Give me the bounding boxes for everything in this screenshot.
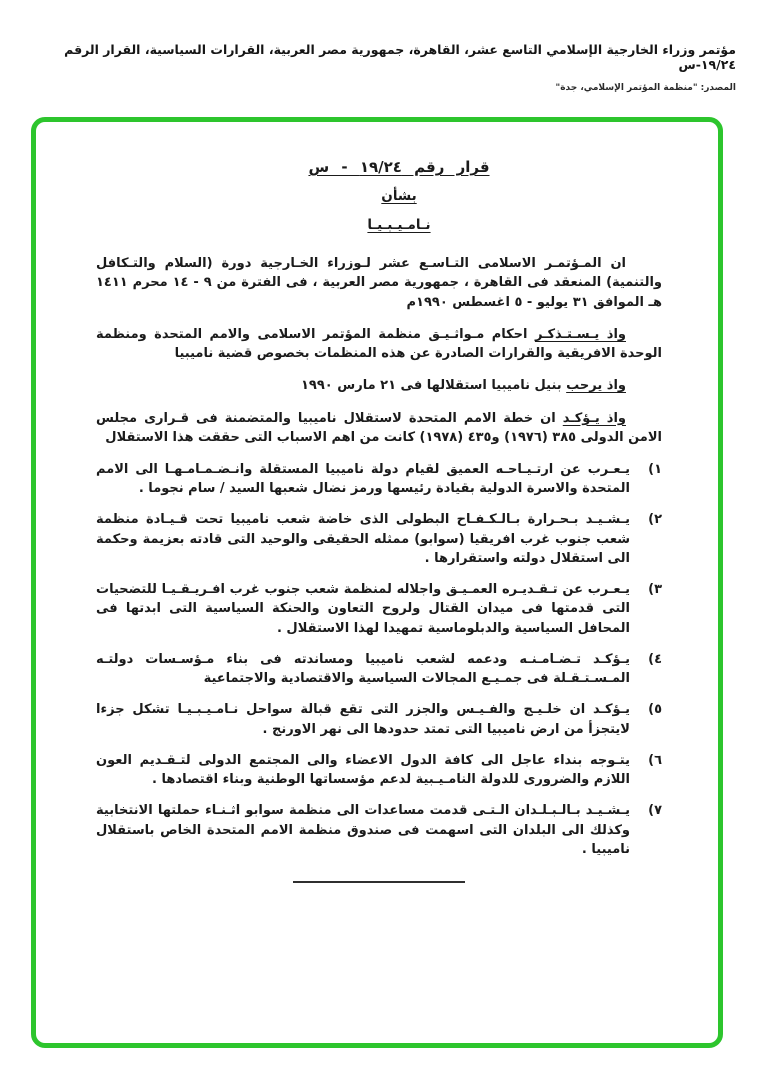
item-number: ٣) (648, 582, 662, 598)
item-text: يـعـرب عن ارتـيـاحـه العميق لقيام دولة ناميبيا المستقلة وانـضـمـامـهـا الى الامم المتحدة والاسرة الدولية بقيادة رئيسها ورمز نضال شعبها السيد / سام نجوما . (96, 462, 630, 497)
preamble-paragraph (96, 376, 662, 395)
scan-frame (31, 117, 723, 1048)
list-item (96, 751, 662, 789)
list-item (96, 801, 662, 859)
item-number: ٧) (648, 803, 662, 819)
item-text: يـؤكـد ان خلـيـج والفـيـس والجزر التى تقع قبالة سواحل نـامـيـبـيـا تشكل جزءا لايتجزأ من ارض ناميبيا التى تمتد حدودها الى نهر الاورنج . (96, 702, 630, 737)
catalog-header (22, 42, 736, 93)
preamble-paragraph (96, 325, 662, 363)
resolution-regarding: بشأن (381, 188, 417, 205)
preamble-text: ان المـؤتمـر الاسلامى التـاسـع عشر لـوزراء الخـارجية دورة (السلام والتـكافل والتنمية) المنعقد فى القاهرة ، جمهورية مصر العربية ، فى الفترة من ٩ - ١٤ محرم ١٤١١ هـ الموافق ٣١ يوليو - ٥ اغسطس ١٩٩٠م (96, 256, 662, 310)
item-text: يـؤكـد تـضـامـنـه ودعمه لشعب ناميبيا ومساندته فى بناء مـؤسـسات دولتـه المـسـتـقـلة فى جمـيـع المجالات السياسية والاقتصادية والاجتماعية (96, 651, 630, 687)
item-text: يتـوجه بنداء عاجل الى كافة الدول الاعضاء والى المجتمع الدولى لتـقـديم العون اللازم والضرورى للدولة النامـيـبية لدعم مؤسساتها الوطنية وبناء اقتصادها . (96, 752, 630, 788)
item-text: يـشـيـد بـالـبـلـدان الـتـى قدمت مساعدات الى منظمة سوابو اثـنـاء حملتها الانتخابية وكذلك الى البلدان التى اسهمت فى صندوق منظمة الامم المتحدة الخاص باستقلال ناميبيا . (96, 803, 630, 857)
item-number: ١) (648, 462, 662, 477)
preamble-lead: واذ يـسـتـذكـر (534, 326, 626, 342)
list-item (96, 460, 662, 498)
catalog-title: مؤتمر وزراء الخارجية الإسلامي التاسع عشر، القاهرة، جمهورية مصر العربية، القرارات السياسية، القرار الرقم ١٩/٢٤-س (64, 42, 736, 72)
preamble-paragraph (96, 254, 662, 312)
preamble-text: احكام مـواثـيـق منظمة المؤتمر الاسلامى والامم المتحدة ومنظمة الوحدة الافريقية والقرارات الصادرة عن هذه المنظمات بخصوص قضية ناميبيا (96, 326, 662, 362)
list-item (96, 510, 662, 568)
preamble-text: بنيل ناميبيا استقلالها فى ٢١ مارس ١٩٩٠ (301, 378, 567, 394)
resolution-document (36, 122, 718, 1043)
resolution-subject: نـامـيـبـيـا (367, 217, 431, 234)
item-number: ٦) (648, 752, 662, 768)
preamble-text: ان خطة الامم المتحدة لاستقلال ناميبيا والمتضمنة فى قـرارى مجلس الامن الدولى ٣٨٥ (١٩٧٦) و٤٣٥ (١٩٧٨) كانت من اهم الاسباب التى حققت هذا الاستقلال (96, 410, 662, 445)
item-number: ٤) (648, 651, 662, 667)
item-number: ٥) (648, 702, 662, 718)
list-item (96, 700, 662, 738)
item-number: ٢) (648, 512, 662, 528)
item-text: يـعـرب عن تـقـديـره العمـيـق واجلاله لمنظمة شعب جنوب غرب افـريـقـيـا للتضحيات التى قدمتها فى ميدان القتال ولروح التعاون والحنكة السياسية التى ابدتها فى المحافل السياسية والدبلوماسية تمهيدا لهذا الاستقلال . (96, 582, 630, 636)
list-item (96, 580, 662, 638)
title-block (136, 156, 662, 236)
preamble-lead: واذ يـؤكـد (562, 410, 626, 426)
operative-items (96, 460, 662, 859)
list-item (96, 650, 662, 688)
preamble-paragraph (96, 409, 662, 447)
preamble-lead: واذ يرحب (566, 378, 626, 394)
resolution-number: قرار رقم ١٩/٢٤ - س (308, 158, 490, 176)
footer-divider (293, 881, 465, 883)
catalog-source: المصدر: "منظمة المؤتمر الإسلامي، جدة" (555, 83, 736, 93)
item-text: يـشـيـد بـحـرارة بـالـكـفـاح البطولى الذى خاضة شعب ناميبيا تحت قـيـادة منظمة شعب جنوب غرب افريقيا (سوابو) ممثله الحقيقى والوحيد التى قادته بعزيمة وحكمة الى استقلال دولته واستقرارها . (96, 512, 630, 566)
